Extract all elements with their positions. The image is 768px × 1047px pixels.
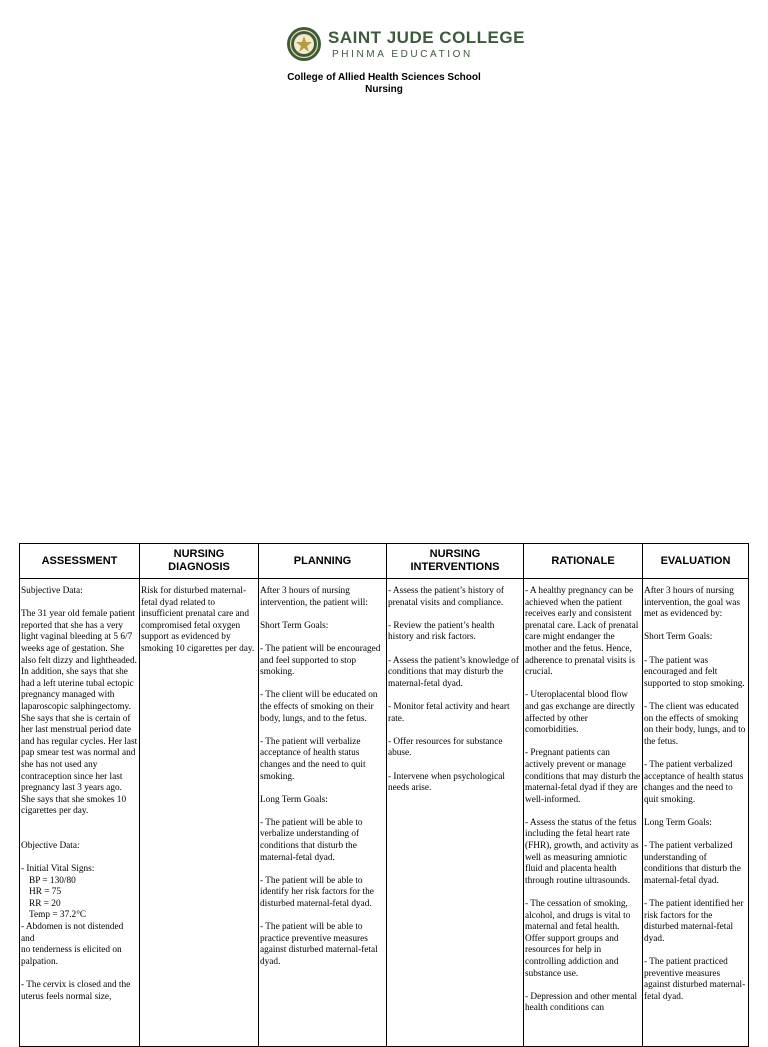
abdomen-line-1: - Abdomen is not distended and bbox=[21, 922, 124, 944]
intervention-item: - Intervene when psychological needs arise. bbox=[388, 771, 505, 794]
vitals-heading: - Initial Vital Signs: bbox=[21, 864, 95, 875]
header-evaluation: EVALUATION bbox=[643, 544, 749, 579]
evaluation-long-heading: Long Term Goals: bbox=[644, 817, 712, 828]
intervention-item: - Assess the patient’s knowledge of conditions that may disturb the maternal-fetal dyad. bbox=[388, 655, 519, 689]
abdomen-line-2: no tenderness is elicited on palpation. bbox=[21, 945, 122, 967]
planning-short-goal: - The patient will verbalize acceptance of health status changes and the need to quit smoking. bbox=[260, 736, 366, 782]
planning-cell bbox=[259, 579, 387, 1047]
header-assessment: ASSESSMENT bbox=[20, 544, 140, 579]
rationale-cell bbox=[524, 579, 643, 1047]
college-subtitle: PHINMA EDUCATION bbox=[332, 49, 473, 60]
evaluation-short-item: - The patient verbalized acceptance of health status changes and the need to quit smoking. bbox=[644, 759, 744, 805]
evaluation-short-heading: Short Term Goals: bbox=[644, 632, 713, 643]
planning-short-goal: - The patient will be encouraged and feel supported to stop smoking. bbox=[260, 643, 381, 678]
rationale-item: - Depression and other mental health conditions can bbox=[525, 991, 638, 1014]
evaluation-long-item: - The patient practiced preventive measures against disturbed maternal-fetal dyad. bbox=[644, 957, 746, 1002]
short-term-goals-heading: Short Term Goals: bbox=[260, 620, 329, 631]
rationale-item: - Assess the status of the fetus including the fetal heart rate (FHR), growth, and activity as well as measuring amniotic fluid and placenta health through routine ultrasounds. bbox=[525, 817, 639, 886]
nursing-diagnosis-cell bbox=[140, 579, 259, 1047]
objective-heading: Objective Data: bbox=[21, 840, 80, 851]
table-header-row bbox=[20, 544, 749, 579]
evaluation-cell bbox=[643, 579, 749, 1047]
subjective-text: The 31 year old female patient reported that she has a very light vaginal bleeding at 5 6/7 weeks age of gestation. She also felt dizzy and lightheaded. In addition, she says that she had a left uterine tubal ectopic pregnancy managed with laparoscopic salphingectomy. She says that she is certain of her last menstrual period date and has regular cycles. Her last pap smear test was normal and she has not used any contraception since her last pregnancy last 3 years ago. She says that she smokes 10 cigarettes per day. bbox=[21, 609, 138, 817]
intervention-item: - Review the patient’s health history and risk factors. bbox=[388, 620, 495, 643]
long-term-goals-heading: Long Term Goals: bbox=[260, 794, 328, 805]
school-title-line-1: College of Allied Health Sciences School bbox=[287, 72, 481, 83]
evaluation-intro: After 3 hours of nursing intervention, the goal was met as evidenced by: bbox=[644, 586, 741, 620]
rationale-item: - Pregnant patients can actively prevent or manage conditions that may disturb the maternal-fetal dyad if they are well-informed. bbox=[525, 748, 641, 805]
header-nursing-interventions: NURSING INTERVENTIONS bbox=[387, 544, 524, 579]
table-row bbox=[20, 579, 749, 1047]
evaluation-short-item: - The patient was encouraged and felt supported to stop smoking. bbox=[644, 655, 745, 689]
planning-long-goal: - The patient will be able to practice preventive measures against disturbed maternal-fetal dyad. bbox=[260, 922, 378, 967]
planning-long-goal: - The patient will be able to verbalize understanding of conditions that disturb the maternal-fetal dyad. bbox=[260, 817, 363, 863]
planning-intro: After 3 hours of nursing intervention, the patient will: bbox=[260, 586, 368, 608]
intervention-item: - Monitor fetal activity and heart rate. bbox=[388, 701, 510, 724]
assessment-cell bbox=[20, 579, 140, 1047]
vital-temp: Temp = 37.2°C bbox=[29, 910, 87, 921]
planning-long-goal: - The patient will be able to identify her risk factors for the disturbed maternal-fetal dyad. bbox=[260, 875, 374, 910]
evaluation-long-item: - The patient verbalized understanding of conditions that disturb the maternal-fetal dyad. bbox=[644, 841, 741, 886]
diagnosis-text: Risk for disturbed maternal-fetal dyad related to insufficient prenatal care and compromised fetal oxygen support as evidenced by smoking 10 cigarettes per day. bbox=[141, 586, 255, 654]
header-planning: PLANNING bbox=[259, 544, 387, 579]
subjective-heading: Subjective Data: bbox=[21, 586, 83, 596]
evaluation-long-item: - The patient identified her risk factors for the disturbed maternal-fetal dyad. bbox=[644, 899, 744, 944]
interventions-cell bbox=[387, 579, 524, 1047]
rationale-item: - A healthy pregnancy can be achieved when the patient receives early and consistent prenatal care. Lack of prenatal care might endanger the mother and the fetus. Hence, adherence to prenatal visits is crucial. bbox=[525, 586, 639, 678]
vital-bp: BP = 130/80 bbox=[29, 875, 76, 886]
rationale-item: - Uteroplacental blood flow and gas exchange are directly affected by other comorbidities. bbox=[525, 690, 635, 736]
intervention-item: - Offer resources for substance abuse. bbox=[388, 736, 503, 759]
college-logo bbox=[286, 26, 526, 66]
cervix-text: - The cervix is closed and the uterus feels normal size, bbox=[21, 980, 131, 1002]
school-title-line-2: Nursing bbox=[365, 84, 403, 95]
vital-rr: RR = 20 bbox=[29, 898, 61, 909]
header-rationale: RATIONALE bbox=[524, 544, 643, 579]
nursing-care-plan-table bbox=[19, 543, 749, 1047]
planning-short-goal: - The client will be educated on the effects of smoking on their body, lungs, and to the fetus. bbox=[260, 690, 378, 724]
evaluation-short-item: - The client was educated on the effects of smoking on their body, lungs, and to the fetus. bbox=[644, 701, 746, 747]
college-name: SAINT JUDE COLLEGE bbox=[328, 28, 525, 47]
college-seal-icon bbox=[286, 26, 322, 62]
intervention-item: - Assess the patient’s history of prenatal visits and compliance. bbox=[388, 586, 504, 608]
rationale-item: - The cessation of smoking, alcohol, and drugs is vital to maternal and fetal health. Offer support groups and resources for help in controlling addiction and substance use. bbox=[525, 899, 631, 979]
header-nursing-diagnosis: NURSING DIAGNOSIS bbox=[140, 544, 259, 579]
school-title bbox=[0, 72, 768, 96]
vital-hr: HR = 75 bbox=[29, 887, 62, 898]
